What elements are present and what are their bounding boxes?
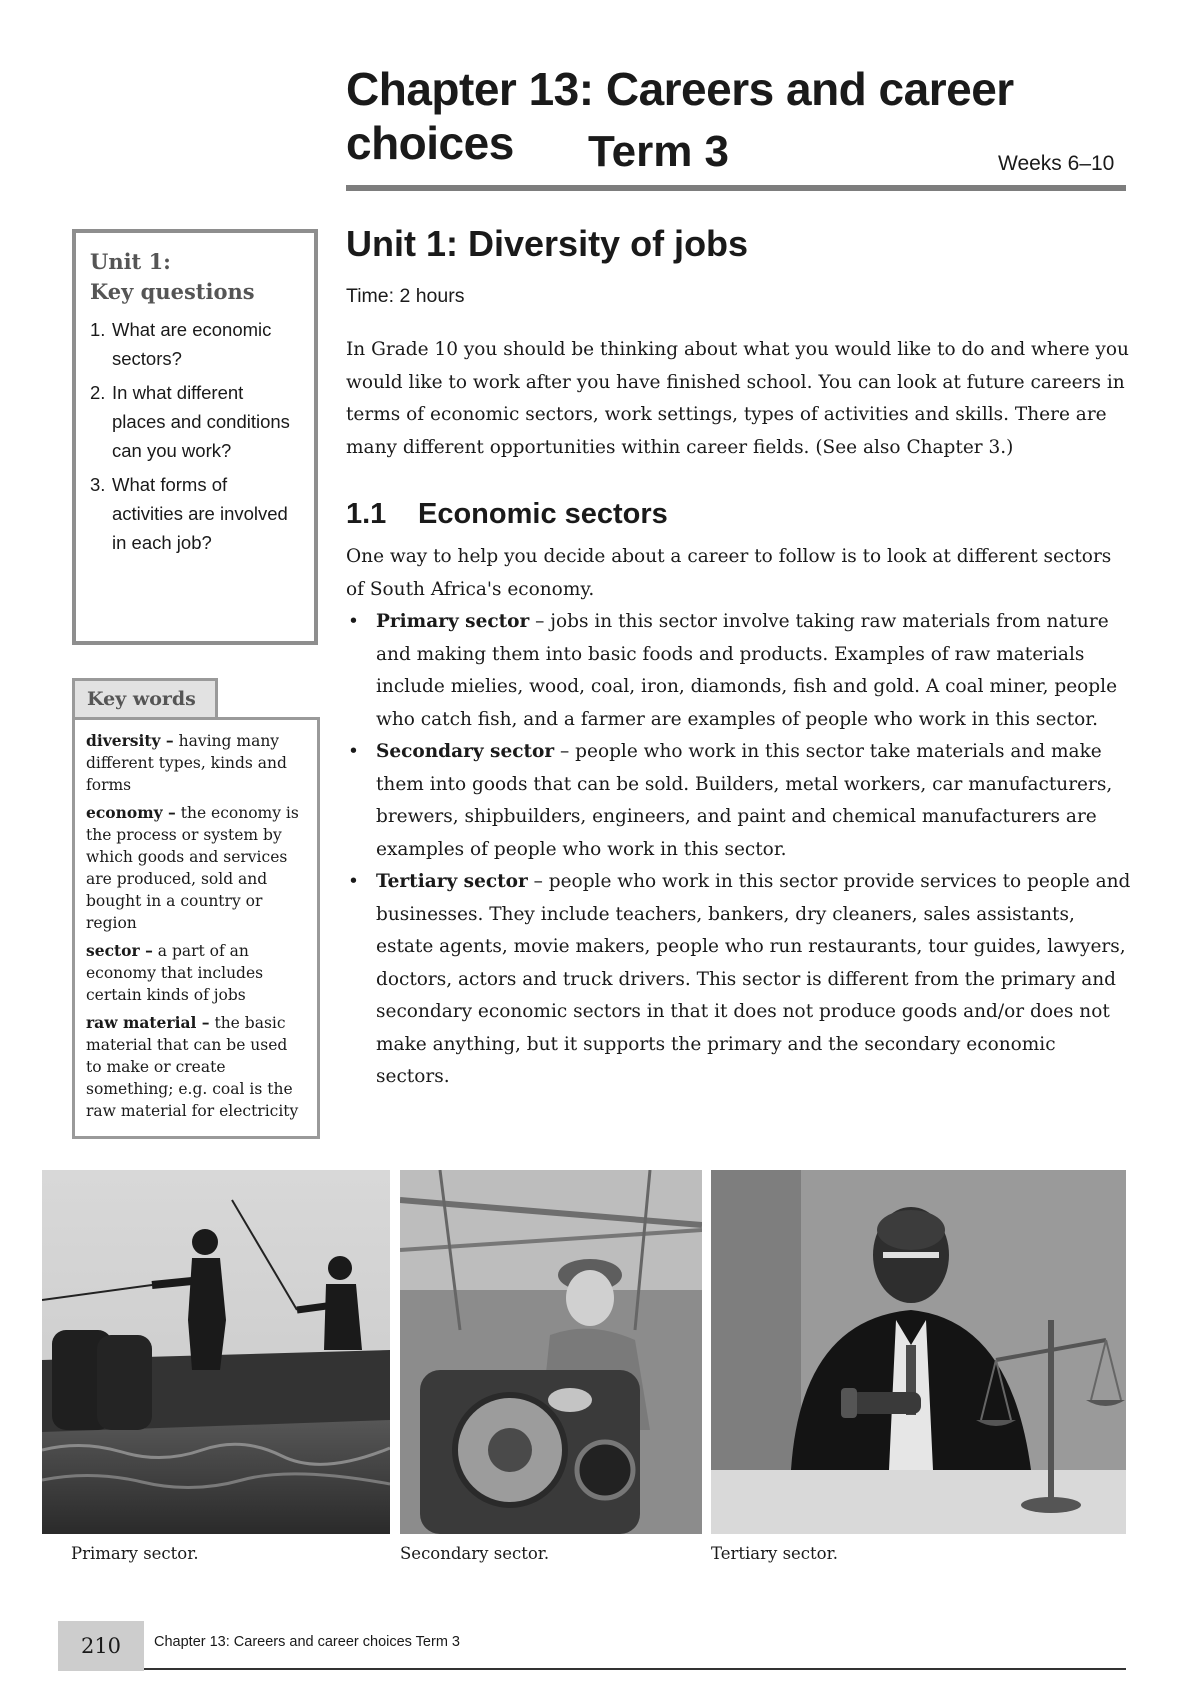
term-title: Term 3 bbox=[588, 127, 730, 176]
key-questions-unit-label: Unit 1: bbox=[90, 249, 171, 274]
unit-title: Unit 1: Diversity of jobs bbox=[346, 223, 749, 264]
time-allocation: Time: 2 hours bbox=[346, 285, 465, 307]
sector-list bbox=[346, 606, 1132, 1094]
bullet-icon: • bbox=[348, 611, 359, 632]
key-question-number: 1. bbox=[90, 319, 106, 340]
section-number: 1.1 bbox=[346, 498, 387, 530]
key-question-text: What forms of activities are involved in each job? bbox=[112, 474, 288, 553]
key-word-entry bbox=[86, 802, 307, 934]
key-question-item bbox=[90, 470, 300, 557]
key-words-box bbox=[72, 717, 320, 1139]
photo-primary-sector bbox=[42, 1170, 390, 1534]
key-words-tab: Key words bbox=[72, 678, 218, 718]
key-word-definition: having many different types, kinds and forms bbox=[86, 732, 287, 794]
sector-name: Primary sector bbox=[376, 611, 530, 632]
sector-description: – people who work in this sector take materials and make them into goods that can be sold. Builders, metal workers, car manufacturers, brewers, shipbuilders, engineers, and paint and chemical manufacturers are examples of people who work in this sector. bbox=[376, 741, 1113, 860]
section-lead-paragraph: One way to help you decide about a career to follow is to look at different sectors of South Africa's economy. bbox=[346, 546, 1112, 600]
key-word-term: sector – bbox=[86, 941, 153, 960]
fishermen-illustration bbox=[42, 1170, 390, 1534]
sector-item-secondary bbox=[346, 736, 1132, 866]
running-footer: Chapter 13: Careers and career choices Term 3 bbox=[154, 1634, 460, 1650]
header-divider bbox=[346, 185, 1126, 191]
key-question-item bbox=[90, 315, 300, 373]
key-word-term: diversity – bbox=[86, 731, 174, 750]
bullet-icon: • bbox=[348, 741, 359, 762]
key-question-text: What are economic sectors? bbox=[112, 319, 272, 369]
key-questions-list bbox=[90, 315, 300, 557]
key-question-text: In what different places and conditions can you work? bbox=[112, 382, 290, 461]
sector-description: – jobs in this sector involve taking raw materials from nature and making them into basic foods and products. Examples of raw materials include mielies, wood, coal, iron, diamonds, fish and gold. A coal miner, people who catch fish, and a farmer are examples of people who work in this sector. bbox=[376, 611, 1118, 730]
footer-divider bbox=[144, 1668, 1126, 1670]
key-word-definition: the basic material that can be used to make or create something; e.g. coal is the raw material for electricity bbox=[86, 1014, 299, 1120]
key-question-number: 2. bbox=[90, 382, 106, 403]
key-word-term: economy – bbox=[86, 803, 176, 822]
photo-tertiary-sector bbox=[711, 1170, 1126, 1534]
key-word-term: raw material – bbox=[86, 1013, 210, 1032]
photo-secondary-sector bbox=[400, 1170, 702, 1534]
judge-illustration bbox=[711, 1170, 1126, 1534]
weeks-label: Weeks 6–10 bbox=[998, 152, 1115, 175]
sector-name: Secondary sector bbox=[376, 741, 555, 762]
key-word-entry bbox=[86, 940, 307, 1006]
key-word-definition: the economy is the process or system by which goods and services are produced, sold and bought in a country or region bbox=[86, 804, 299, 932]
key-questions-heading bbox=[90, 247, 300, 307]
key-questions-label: Key questions bbox=[90, 279, 255, 304]
key-questions-box bbox=[72, 229, 318, 645]
sector-description: – people who work in this sector provide services to people and businesses. They include teachers, bankers, dry cleaners, sales assistants, estate agents, movie makers, people who run restaurants, tour guides, lawyers, doctors, actors and truck drivers. This sector is different from the primary and secondary economic sectors in that it does not produce goods and/or does not make anything, but it supports the primary and the secondary economic sectors. bbox=[376, 871, 1131, 1087]
key-question-number: 3. bbox=[90, 474, 106, 495]
key-question-item bbox=[90, 378, 300, 465]
chapter-title: Chapter 13: Careers and career choices bbox=[346, 63, 1014, 169]
section-heading bbox=[346, 494, 668, 534]
sector-item-primary bbox=[346, 606, 1132, 736]
factory-worker-illustration bbox=[400, 1170, 702, 1534]
bullet-icon: • bbox=[348, 871, 359, 892]
key-word-definition: a part of an economy that includes certain kinds of jobs bbox=[86, 942, 264, 1004]
caption-secondary-sector: Secondary sector. bbox=[400, 1544, 550, 1563]
caption-tertiary-sector: Tertiary sector. bbox=[711, 1544, 838, 1563]
key-word-entry bbox=[86, 1012, 307, 1122]
sector-name: Tertiary sector bbox=[376, 871, 528, 892]
intro-paragraph: In Grade 10 you should be thinking about what you would like to do and where you would like to work after you have finished school. You can look at future careers in terms of economic sectors, work settings, types of activities and skills. There are many different opportunities within career fields. (See also Chapter 3.) bbox=[346, 339, 1129, 458]
caption-primary-sector: Primary sector. bbox=[71, 1544, 199, 1563]
key-word-entry bbox=[86, 730, 307, 796]
page-number: 210 bbox=[58, 1621, 144, 1671]
section-title: Economic sectors bbox=[418, 498, 668, 530]
sector-item-tertiary bbox=[346, 866, 1132, 1094]
